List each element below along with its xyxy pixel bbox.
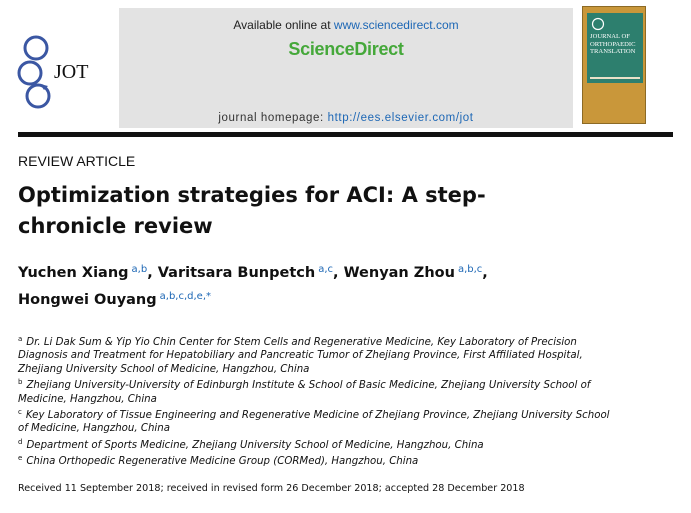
affiliation-item: $^d$ Department of Sports Medicine, Zhejiang University School of Medicine, Hangzhou, China	[18, 437, 484, 451]
sciencedirect-link[interactable]: www.sciencedirect.com	[333, 18, 459, 32]
available-prefix: Available online at	[233, 18, 334, 32]
journal-homepage-link[interactable]: http://ees.elsevier.com/jot	[327, 112, 474, 124]
affiliation-label: a	[18, 335, 23, 343]
affiliation-label: c	[18, 408, 22, 417]
article-title: Optimization strategies for ACI: A step-chronicle review	[18, 183, 486, 238]
cover-divider	[590, 77, 640, 79]
cover-title: JOURNAL OF ORTHOPAEDIC TRANSLATION	[590, 33, 636, 55]
cover-emblem-icon	[591, 17, 605, 31]
author[interactable]: Varitsara Bunpetch $^{a,c}$	[157, 264, 333, 281]
available-online	[119, 18, 573, 32]
logo-text: JOT	[54, 61, 89, 83]
article-type: REVIEW ARTICLE	[18, 153, 136, 169]
article-history-dates: Received 11 September 2018; received in revised form 26 December 2018; accepted 28 December 2018	[18, 483, 525, 494]
affiliation-item: $^e$ China Orthopedic Regenerative Medicine Group (CORMed), Hangzhou, China	[18, 454, 419, 468]
author-list: Yuchen Xiang $^{a,b}$, Varitsara Bunpetch $^{a,c}$, Wenyan Zhou $^{a,b,c}$, Hongwei Ouyang $^{a,b,c,d,e,*}$	[18, 264, 488, 308]
affiliation-label: d	[18, 437, 23, 446]
affiliation-item: $^b$ Zhejiang University-University of Edinburgh Institute & School of Basic Medicine, Zhejiang University School of Medicine, Hangzhou, China	[18, 378, 591, 405]
journal-homepage	[119, 112, 573, 124]
affiliation-label: b	[18, 378, 23, 387]
author[interactable]: Hongwei Ouyang $^{a,b,c,d,e,*}$	[18, 291, 212, 308]
sciencedirect-banner	[119, 8, 573, 128]
author[interactable]: Wenyan Zhou $^{a,b,c}$	[343, 264, 483, 281]
jot-logo	[14, 26, 114, 118]
affiliations	[18, 333, 618, 469]
sciencedirect-brand[interactable]: ScienceDirect	[288, 39, 404, 59]
journal-cover	[582, 6, 646, 124]
author[interactable]: Yuchen Xiang $^{a,b}$	[18, 264, 148, 281]
affiliation-label: e	[18, 454, 23, 463]
header-rule	[18, 132, 673, 137]
affiliation-item: $^c$ Key Laboratory of Tissue Engineering and Regenerative Medicine of Zhejiang Province, Zhejiang University School of Medicine, Hangzhou, China	[18, 408, 610, 435]
affiliation-item: $^a$ Dr. Li Dak Sum & Yip Yio Chin Center for Stem Cells and Regenerative Medicine, Key Laboratory of Precision Diagnosis and Treatment for Hepatobiliary and Pancreatic Tumor of Zhejiang Province, First Affiliated Hospital, Zhejiang University School of Medicine, Hangzhou, China	[18, 335, 583, 375]
jot-logo-mark	[14, 26, 114, 118]
homepage-prefix: journal homepage:	[218, 112, 328, 124]
